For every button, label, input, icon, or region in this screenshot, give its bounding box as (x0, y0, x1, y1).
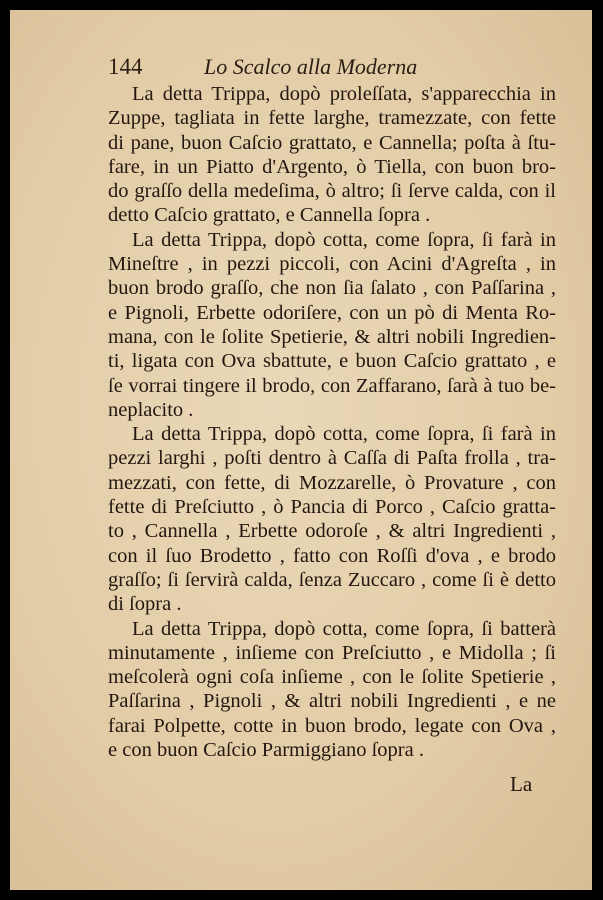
running-header (108, 54, 548, 82)
text-line: detto Caſcio grattato, e Cannella ſopra . (108, 204, 431, 227)
paragraph (108, 422, 556, 616)
paragraph (108, 617, 556, 763)
text-line: fette di Preſciutto , ò Pancia di Porco , Caſcio gratta- (108, 496, 556, 519)
text-line: Paſſarina , Pignoli , & altri nobili Ingredienti , e ne (108, 690, 556, 713)
paragraph (108, 228, 556, 422)
text-line: to , Cannella , Erbette odoroſe , & altri Ingredienti , (108, 520, 556, 543)
text-line: neplacito . (108, 398, 194, 421)
text-line: farai Polpette, cotte in buon brodo, legate con Ova , (108, 714, 556, 737)
text-line: La detta Trippa, dopò proleſſata, s'apparecchia in (132, 83, 556, 105)
text-line: graſſo; ſi ſervirà calda, ſenza Zuccaro , come ſi è detto (108, 568, 556, 591)
text-line: La detta Trippa, dopò cotta, come ſopra, ſi farà in (132, 423, 556, 446)
text-line: Zuppe, tagliata in fette larghe, tramezzate, con fette (108, 107, 556, 130)
text-line: fare, in un Piatto d'Argento, ò Tiella, con buon bro- (108, 155, 556, 178)
paragraph (108, 82, 556, 228)
book-page (10, 10, 592, 890)
text-line: ſe vorrai tingere il brodo, con Zaffarano, ſarà à tuo be- (108, 374, 556, 397)
text-line: mana, con le ſolite Spetierie, & altri nobili Ingredien- (108, 325, 556, 348)
page-number: 144 (108, 54, 143, 79)
catchword: La (510, 772, 533, 796)
text-line: di ſopra . (108, 593, 182, 616)
text-line: La detta Trippa, dopò cotta, come ſopra, ſi farà in (132, 228, 556, 251)
text-line: minutamente , inſieme con Preſciutto , e Midolla ; ſi (108, 641, 556, 664)
text-line: meſcolerà ogni coſa inſieme , con le ſolite Spetierie , (108, 666, 556, 689)
text-line: di pane, buon Caſcio grattato, e Cannella; poſta à ſtu- (108, 131, 556, 154)
text-line: con il ſuo Brodetto , fatto con Roſſi d'ova , e brodo (108, 544, 556, 567)
text-line: e con buon Caſcio Parmiggiano ſopra . (108, 739, 424, 762)
text-line: do graſſo della medeſima, ò altro; ſi ſerve calda, con il (108, 180, 556, 203)
text-line: buon brodo graſſo, che non ſia ſalato , con Paſſarina , (108, 277, 556, 300)
text-line: pezzi larghi , poſti dentro à Caſſa di Paſta frolla , tra- (108, 447, 556, 470)
text-line: e Pignoli, Erbette odoriſere, con un pò di Menta Ro- (108, 301, 556, 324)
body-text (108, 82, 556, 762)
running-title: Lo Scalco alla Moderna (204, 54, 418, 79)
text-line: Mineſtre , in pezzi piccoli, con Acini d'Agreſta , in (108, 253, 556, 276)
text-line: ti, ligata con Ova sbattute, e buon Caſcio grattato , e (108, 350, 556, 373)
text-line: La detta Trippa, dopò cotta, come ſopra, ſi batterà (132, 617, 556, 640)
text-line: mezzati, con fette, di Mozzarelle, ò Provature , con (108, 471, 556, 494)
